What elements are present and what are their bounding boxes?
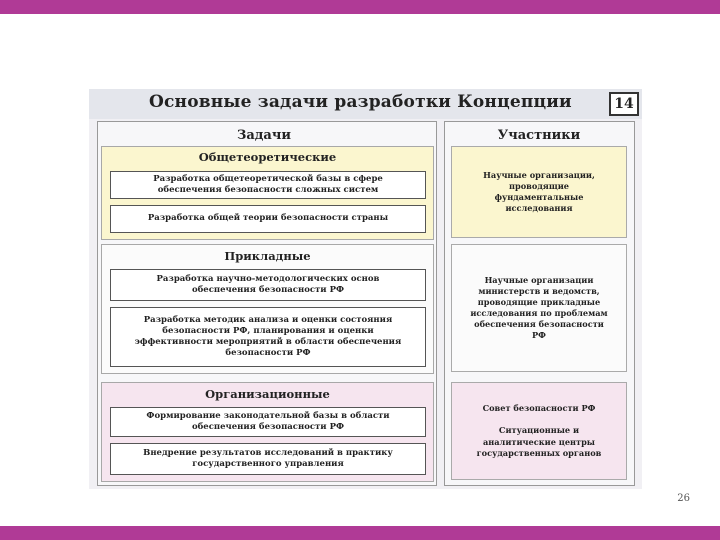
title-bar [89,89,642,119]
scanned-diagram [89,89,642,489]
participants-applied: Научные организации министерств и ведомств, проводящие прикладные исследования по проблемам обеспечения безопасности РФ [451,244,627,372]
section-applied [101,244,434,374]
section-title-applied: Прикладные [224,249,311,263]
task-box: Формирование законодательной базы в области обеспечения безопасности РФ [110,407,426,437]
page-number: 26 [677,493,690,504]
task-box: Разработка научно-методологических основ обеспечения безопасности РФ [110,269,426,301]
section-title-theoretical: Общетеоретические [198,150,337,164]
task-box: Разработка общетеоретической базы в сфере обеспечения безопасности сложных систем [110,171,426,199]
participants-header: Участники [497,128,581,143]
slide [0,14,720,526]
section-organizational [101,382,434,482]
section-theoretical [101,146,434,240]
participants-theoretical: Научные организации, проводящие фундаментальные исследования [451,146,627,238]
tasks-header: Задачи [236,128,292,143]
section-title-organizational: Организационные [205,387,330,401]
participants-organizational: Совет безопасности РФ Ситуационные и аналитические центры государственных органов [451,382,627,480]
slide-number-badge: 14 [609,92,639,116]
diagram-title: Основные задачи разработки Концепции [149,92,572,112]
task-box: Разработка общей теории безопасности страны [110,205,426,233]
task-box: Разработка методик анализа и оценки состояния безопасности РФ, планирования и оценки эффективности мероприятий в области обеспечения безопасности РФ [110,307,426,367]
task-box: Внедрение результатов исследований в практику государственного управления [110,443,426,475]
